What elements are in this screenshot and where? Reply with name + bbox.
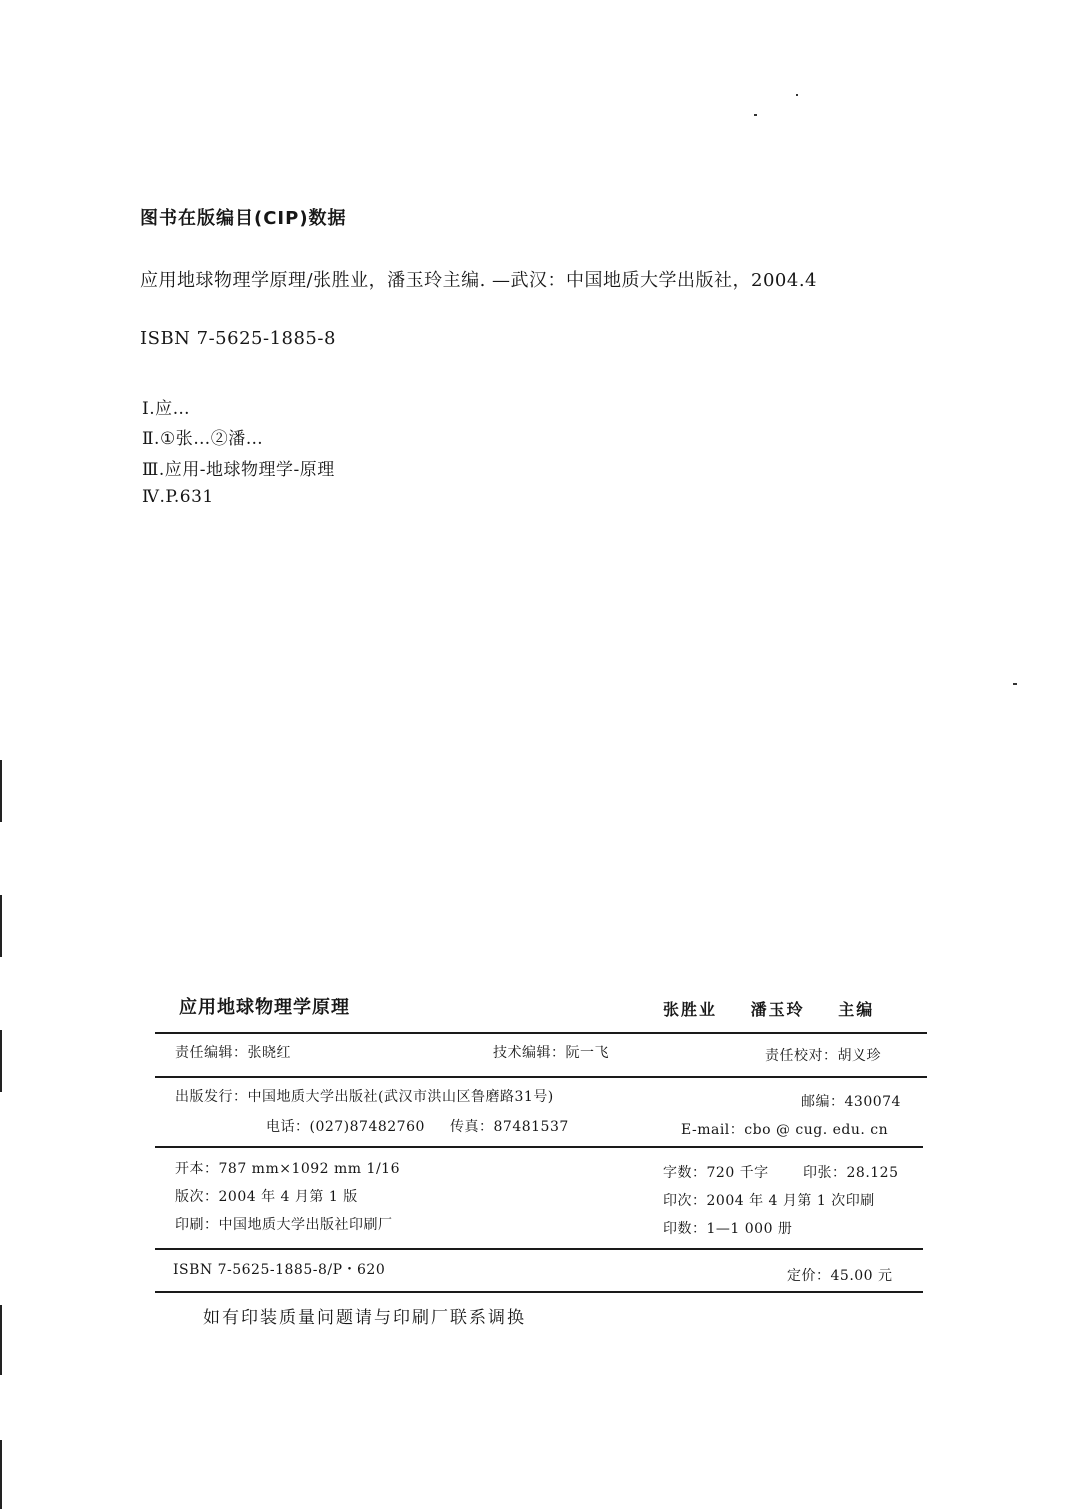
colophon-authors: [663, 997, 874, 1020]
edition: 版次：2004 年 4 月第 1 版: [175, 1189, 358, 1205]
format: 开本：787 mm×1092 mm 1/16: [175, 1161, 400, 1177]
editor-row-middle: [493, 1042, 609, 1062]
impression: 印次：2004 年 4 月第 1 次印刷: [663, 1193, 875, 1209]
proofreader-label: 责任校对：: [765, 1048, 838, 1064]
cip-subject: Ⅱ.①张…②潘…: [142, 429, 264, 449]
divider: [155, 1076, 927, 1078]
fax: 传真：87481537: [450, 1119, 569, 1135]
phone: 电话：(027)87482760: [266, 1119, 425, 1135]
scan-edge-mark: [0, 1440, 2, 1509]
editor-row-right: [765, 1045, 881, 1065]
divider: [155, 1146, 923, 1148]
publisher-value: 中国地质大学出版社(武汉市洪山区鲁磨路31号): [247, 1089, 554, 1105]
editor-name: 张晓红: [247, 1045, 291, 1061]
scan-edge-mark: [0, 1305, 2, 1375]
scan-edge-mark: [0, 1030, 2, 1092]
cip-record: 应用地球物理学原理/张胜业，潘玉玲主编. —武汉：中国地质大学出版社，2004.4: [140, 270, 817, 291]
editor-row-left: [175, 1042, 291, 1062]
scan-speck: [1013, 683, 1017, 685]
cip-heading: 图书在版编目(CIP)数据: [140, 208, 347, 229]
divider: [155, 1248, 923, 1250]
proofreader-name: 胡义珍: [837, 1048, 881, 1064]
print-run: 印数：1—1 000 册: [663, 1221, 793, 1237]
scan-speck: [796, 94, 798, 96]
price: 定价：45.00 元: [787, 1268, 893, 1284]
publisher-label: 出版发行：: [175, 1089, 248, 1105]
scan-edge-mark: [0, 895, 2, 957]
postcode: 邮编：430074: [801, 1094, 901, 1110]
author-role: 主编: [838, 1000, 875, 1019]
editor-label: 责任编辑：: [175, 1045, 248, 1061]
divider: [155, 1291, 923, 1293]
author-name: 张胜业: [663, 1000, 718, 1019]
author-name: 潘玉玲: [750, 1000, 805, 1019]
email: E-mail：cbo @ cug. edu. cn: [681, 1122, 889, 1138]
divider: [155, 1032, 927, 1034]
cip-subject: Ⅳ.P.631: [142, 487, 214, 507]
printer: 印刷：中国地质大学出版社印刷厂: [175, 1217, 393, 1233]
cip-subject: Ⅲ.应用-地球物理学-原理: [142, 460, 335, 480]
publisher-line: [175, 1086, 554, 1106]
cip-isbn: ISBN 7-5625-1885-8: [140, 328, 336, 349]
print-sheets: 印张：28.125: [803, 1165, 899, 1181]
tech-editor-label: 技术编辑：: [493, 1045, 566, 1061]
word-count: 字数：720 千字: [663, 1165, 769, 1181]
colophon-title: 应用地球物理学原理: [179, 997, 350, 1018]
scan-speck: [754, 114, 757, 116]
tech-editor-name: 阮一飞: [565, 1045, 609, 1061]
scan-edge-mark: [0, 760, 2, 822]
isbn-full: ISBN 7-5625-1885-8/P・620: [173, 1262, 386, 1278]
cip-subject: Ⅰ.应…: [142, 399, 191, 419]
quality-note: 如有印装质量问题请与印刷厂联系调换: [203, 1308, 526, 1328]
